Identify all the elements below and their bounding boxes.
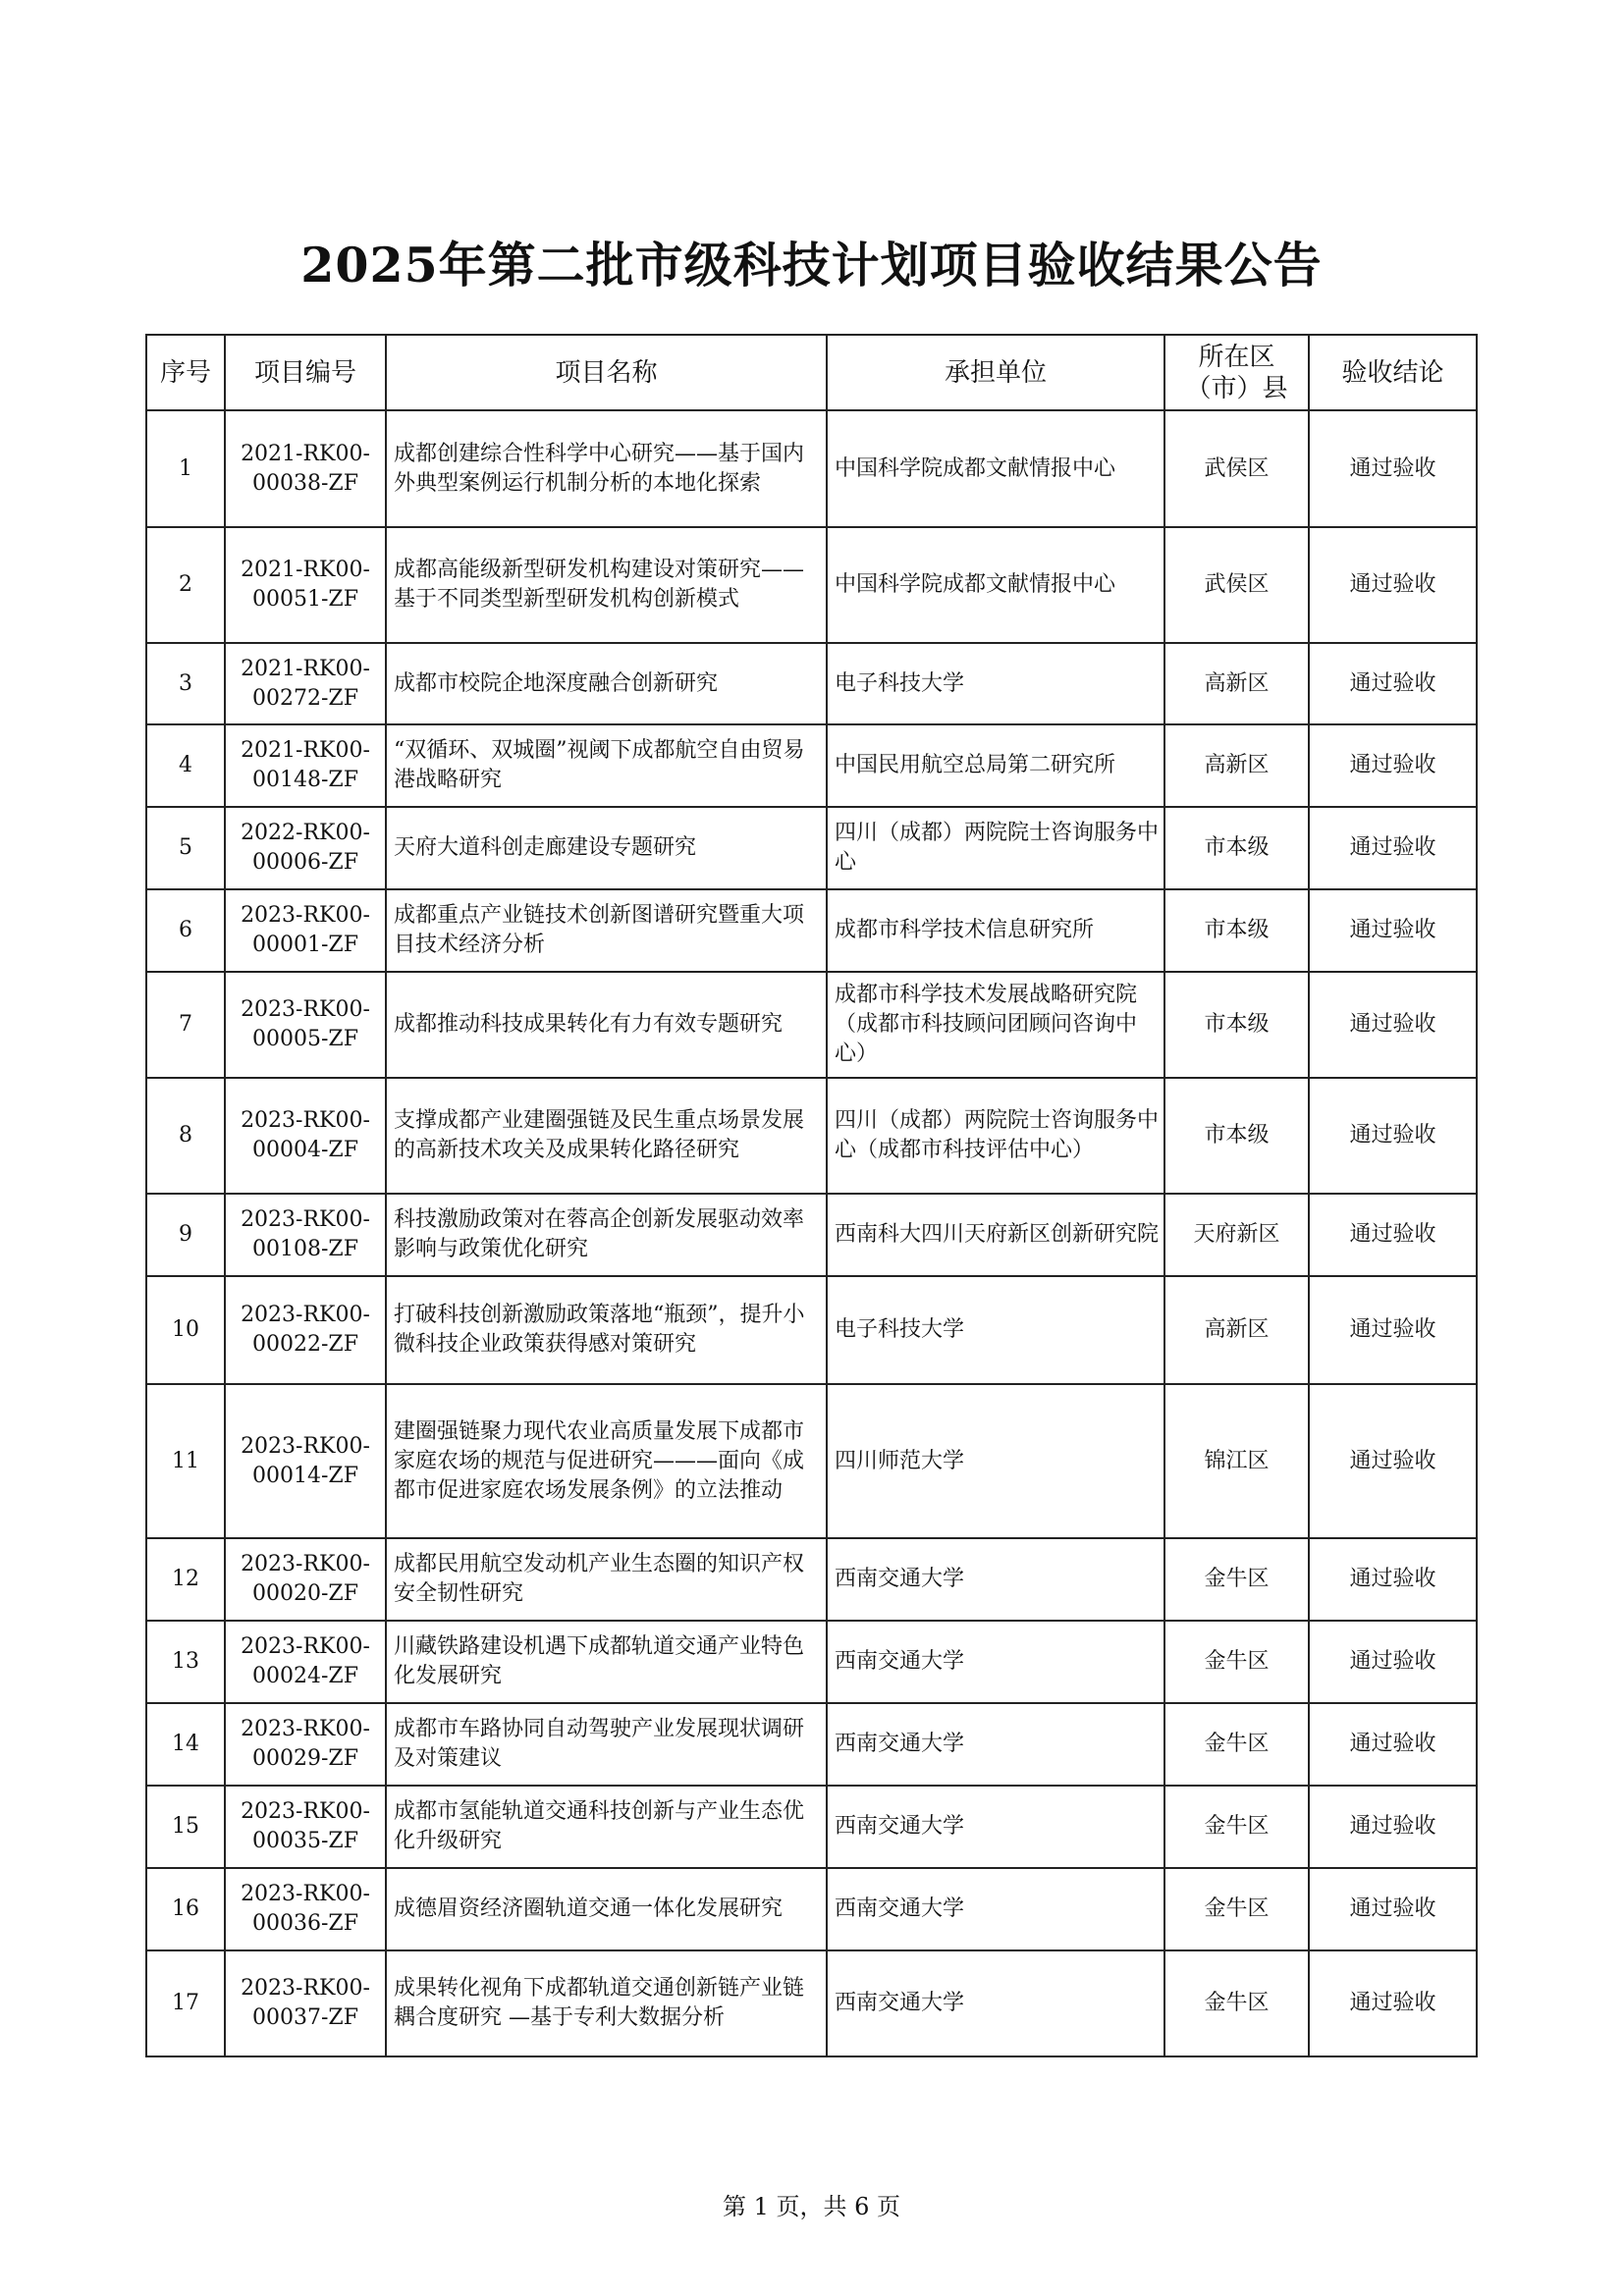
row-unit: 电子科技大学 — [827, 643, 1164, 724]
row-code-line1: 2021-RK00- — [241, 558, 370, 582]
row-project-name: 成都民用航空发动机产业生态圈的知识产权安全韧性研究 — [386, 1538, 827, 1621]
page-title: 2025年第二批市级科技计划项目验收结果公告 — [300, 237, 1323, 294]
header-district-line2: （市）县 — [1185, 373, 1288, 403]
header-result: 验收结论 — [1309, 335, 1477, 410]
row-unit: 西南科大四川天府新区创新研究院 — [827, 1194, 1164, 1276]
row-project-name: 建圈强链聚力现代农业高质量发展下成都市家庭农场的规范与促进研究———面向《成都市促进家庭农场发展条例》的立法推动 — [386, 1384, 827, 1538]
row-unit: 西南交通大学 — [827, 1868, 1164, 1950]
row-code-line2: 00014-ZF — [252, 1463, 358, 1488]
row-code-line2: 00001-ZF — [252, 933, 358, 957]
row-seq: 2 — [146, 527, 225, 643]
table-row — [146, 972, 1477, 1078]
row-result: 通过验收 — [1309, 410, 1477, 527]
row-seq: 4 — [146, 724, 225, 807]
row-unit: 西南交通大学 — [827, 1786, 1164, 1868]
row-code — [225, 1868, 386, 1950]
row-code-line1: 2023-RK00- — [241, 1717, 370, 1741]
row-project-name: 川藏铁路建设机遇下成都轨道交通产业特色化发展研究 — [386, 1621, 827, 1703]
header-unit: 承担单位 — [827, 335, 1164, 410]
row-district: 高新区 — [1164, 1276, 1309, 1384]
row-unit: 中国民用航空总局第二研究所 — [827, 724, 1164, 807]
table-row — [146, 1868, 1477, 1950]
row-code-line1: 2023-RK00- — [241, 1552, 370, 1576]
page-footer: 第 1 页，共 6 页 — [722, 2193, 901, 2220]
row-code-line2: 00038-ZF — [252, 470, 358, 496]
row-result: 通过验收 — [1309, 724, 1477, 807]
row-seq: 13 — [146, 1621, 225, 1703]
row-seq: 12 — [146, 1538, 225, 1621]
table-body — [146, 410, 1477, 2056]
table-row — [146, 807, 1477, 889]
row-code-line2: 00020-ZF — [252, 1581, 358, 1606]
row-seq: 9 — [146, 1194, 225, 1276]
row-code-line2: 00029-ZF — [252, 1746, 358, 1771]
row-code — [225, 1078, 386, 1194]
row-district: 锦江区 — [1164, 1384, 1309, 1538]
row-unit: 西南交通大学 — [827, 1950, 1164, 2056]
row-result: 通过验收 — [1309, 643, 1477, 724]
table-row — [146, 1194, 1477, 1276]
row-project-name: 成都推动科技成果转化有力有效专题研究 — [386, 972, 827, 1078]
row-result: 通过验收 — [1309, 1384, 1477, 1538]
row-seq: 11 — [146, 1384, 225, 1538]
row-project-name: 打破科技创新激励政策落地“瓶颈”，提升小微科技企业政策获得感对策研究 — [386, 1276, 827, 1384]
row-unit: 中国科学院成都文献情报中心 — [827, 527, 1164, 643]
row-district: 金牛区 — [1164, 1868, 1309, 1950]
row-code-line2: 00148-ZF — [252, 768, 358, 792]
row-code-line2: 00036-ZF — [252, 1911, 358, 1936]
row-code-line1: 2023-RK00- — [241, 997, 370, 1022]
row-project-name: 支撑成都产业建圈强链及民生重点场景发展的高新技术攻关及成果转化路径研究 — [386, 1078, 827, 1194]
row-code-line2: 00004-ZF — [252, 1138, 358, 1162]
row-code-line2: 00035-ZF — [252, 1829, 358, 1853]
row-result: 通过验收 — [1309, 1078, 1477, 1194]
table-row — [146, 410, 1477, 527]
row-result: 通过验收 — [1309, 1538, 1477, 1621]
table-row — [146, 1078, 1477, 1194]
row-result: 通过验收 — [1309, 527, 1477, 643]
row-seq: 6 — [146, 889, 225, 972]
row-code-line1: 2023-RK00- — [241, 1433, 370, 1459]
row-seq: 5 — [146, 807, 225, 889]
row-district: 武侯区 — [1164, 527, 1309, 643]
row-project-name: 成都创建综合性科学中心研究——基于国内外典型案例运行机制分析的本地化探索 — [386, 410, 827, 527]
row-code-line1: 2021-RK00- — [241, 441, 370, 466]
row-district: 金牛区 — [1164, 1621, 1309, 1703]
row-code-line2: 00006-ZF — [252, 850, 358, 875]
header-district-line1: 所在区 — [1198, 342, 1275, 372]
row-project-name: 成都市车路协同自动驾驶产业发展现状调研及对策建议 — [386, 1703, 827, 1786]
row-code — [225, 527, 386, 643]
row-district: 金牛区 — [1164, 1703, 1309, 1786]
header-district — [1164, 335, 1309, 410]
row-result: 通过验收 — [1309, 1276, 1477, 1384]
header-code: 项目编号 — [225, 335, 386, 410]
row-code-line1: 2021-RK00- — [241, 738, 370, 763]
row-project-name: 成都高能级新型研发机构建设对策研究——基于不同类型新型研发机构创新模式 — [386, 527, 827, 643]
table-row — [146, 1950, 1477, 2056]
row-code-line1: 2023-RK00- — [241, 1108, 370, 1133]
row-project-name: “双循环、双城圈”视阈下成都航空自由贸易港战略研究 — [386, 724, 827, 807]
row-district: 高新区 — [1164, 724, 1309, 807]
row-seq: 14 — [146, 1703, 225, 1786]
row-code — [225, 1786, 386, 1868]
row-seq: 8 — [146, 1078, 225, 1194]
row-seq: 15 — [146, 1786, 225, 1868]
row-code-line1: 2021-RK00- — [241, 656, 370, 681]
row-district: 金牛区 — [1164, 1538, 1309, 1621]
row-unit: 四川（成都）两院院士咨询服务中心 — [827, 807, 1164, 889]
row-project-name: 科技激励政策对在蓉高企创新发展驱动效率影响与政策优化研究 — [386, 1194, 827, 1276]
row-code-line1: 2023-RK00- — [241, 1207, 370, 1232]
row-code-line2: 00051-ZF — [252, 587, 358, 612]
header-name: 项目名称 — [386, 335, 827, 410]
row-code-line2: 00005-ZF — [252, 1027, 358, 1051]
row-district: 金牛区 — [1164, 1786, 1309, 1868]
row-unit: 电子科技大学 — [827, 1276, 1164, 1384]
table-row — [146, 643, 1477, 724]
table-row — [146, 724, 1477, 807]
row-code — [225, 410, 386, 527]
row-code-line1: 2023-RK00- — [241, 1634, 370, 1659]
row-code-line2: 00022-ZF — [252, 1332, 358, 1357]
row-seq: 16 — [146, 1868, 225, 1950]
table-row — [146, 1538, 1477, 1621]
row-code-line1: 2023-RK00- — [241, 1303, 370, 1327]
row-code-line1: 2022-RK00- — [241, 821, 370, 845]
row-unit: 西南交通大学 — [827, 1538, 1164, 1621]
row-code-line2: 00108-ZF — [252, 1237, 358, 1261]
table-row — [146, 1703, 1477, 1786]
row-code — [225, 643, 386, 724]
row-project-name: 成德眉资经济圈轨道交通一体化发展研究 — [386, 1868, 827, 1950]
row-code-line2: 00037-ZF — [252, 2005, 358, 2030]
row-result: 通过验收 — [1309, 807, 1477, 889]
row-result: 通过验收 — [1309, 1621, 1477, 1703]
row-code-line1: 2023-RK00- — [241, 1882, 370, 1906]
row-result: 通过验收 — [1309, 972, 1477, 1078]
row-project-name: 天府大道科创走廊建设专题研究 — [386, 807, 827, 889]
row-district: 市本级 — [1164, 889, 1309, 972]
row-result: 通过验收 — [1309, 1194, 1477, 1276]
row-unit: 西南交通大学 — [827, 1703, 1164, 1786]
row-district: 金牛区 — [1164, 1950, 1309, 2056]
row-district: 武侯区 — [1164, 410, 1309, 527]
row-code-line1: 2023-RK00- — [241, 1976, 370, 2001]
row-district: 天府新区 — [1164, 1194, 1309, 1276]
table-row — [146, 1384, 1477, 1538]
row-code — [225, 1384, 386, 1538]
row-result: 通过验收 — [1309, 1703, 1477, 1786]
row-code — [225, 1194, 386, 1276]
row-seq: 17 — [146, 1950, 225, 2056]
table-row — [146, 527, 1477, 643]
row-result: 通过验收 — [1309, 1950, 1477, 2056]
row-code — [225, 724, 386, 807]
row-result: 通过验收 — [1309, 889, 1477, 972]
row-unit: 成都市科学技术发展战略研究院（成都市科技顾问团顾问咨询中心） — [827, 972, 1164, 1078]
row-seq: 7 — [146, 972, 225, 1078]
row-project-name: 成都重点产业链技术创新图谱研究暨重大项目技术经济分析 — [386, 889, 827, 972]
row-code — [225, 1703, 386, 1786]
row-code-line1: 2023-RK00- — [241, 1799, 370, 1824]
row-code-line2: 00272-ZF — [252, 685, 358, 711]
row-code — [225, 807, 386, 889]
row-unit: 四川师范大学 — [827, 1384, 1164, 1538]
header-seq: 序号 — [146, 335, 225, 410]
row-code-line2: 00024-ZF — [252, 1664, 358, 1688]
row-seq: 1 — [146, 410, 225, 527]
row-code — [225, 889, 386, 972]
row-code — [225, 1950, 386, 2056]
row-seq: 3 — [146, 643, 225, 724]
table-row — [146, 1276, 1477, 1384]
row-code — [225, 1621, 386, 1703]
row-code-line1: 2023-RK00- — [241, 903, 370, 928]
row-district: 高新区 — [1164, 643, 1309, 724]
row-result: 通过验收 — [1309, 1868, 1477, 1950]
row-unit: 西南交通大学 — [827, 1621, 1164, 1703]
row-project-name: 成都市校院企地深度融合创新研究 — [386, 643, 827, 724]
row-district: 市本级 — [1164, 972, 1309, 1078]
header-row — [146, 335, 1477, 410]
row-district: 市本级 — [1164, 1078, 1309, 1194]
row-project-name: 成果转化视角下成都轨道交通创新链产业链耦合度研究 —基于专利大数据分析 — [386, 1950, 827, 2056]
row-seq: 10 — [146, 1276, 225, 1384]
table-row — [146, 1621, 1477, 1703]
row-unit: 中国科学院成都文献情报中心 — [827, 410, 1164, 527]
row-unit: 四川（成都）两院院士咨询服务中心（成都市科技评估中心） — [827, 1078, 1164, 1194]
row-project-name: 成都市氢能轨道交通科技创新与产业生态优化升级研究 — [386, 1786, 827, 1868]
table-row — [146, 1786, 1477, 1868]
row-code — [225, 1538, 386, 1621]
row-code — [225, 972, 386, 1078]
row-district: 市本级 — [1164, 807, 1309, 889]
results-table — [145, 334, 1478, 2057]
row-unit: 成都市科学技术信息研究所 — [827, 889, 1164, 972]
row-code — [225, 1276, 386, 1384]
row-result: 通过验收 — [1309, 1786, 1477, 1868]
table-row — [146, 889, 1477, 972]
